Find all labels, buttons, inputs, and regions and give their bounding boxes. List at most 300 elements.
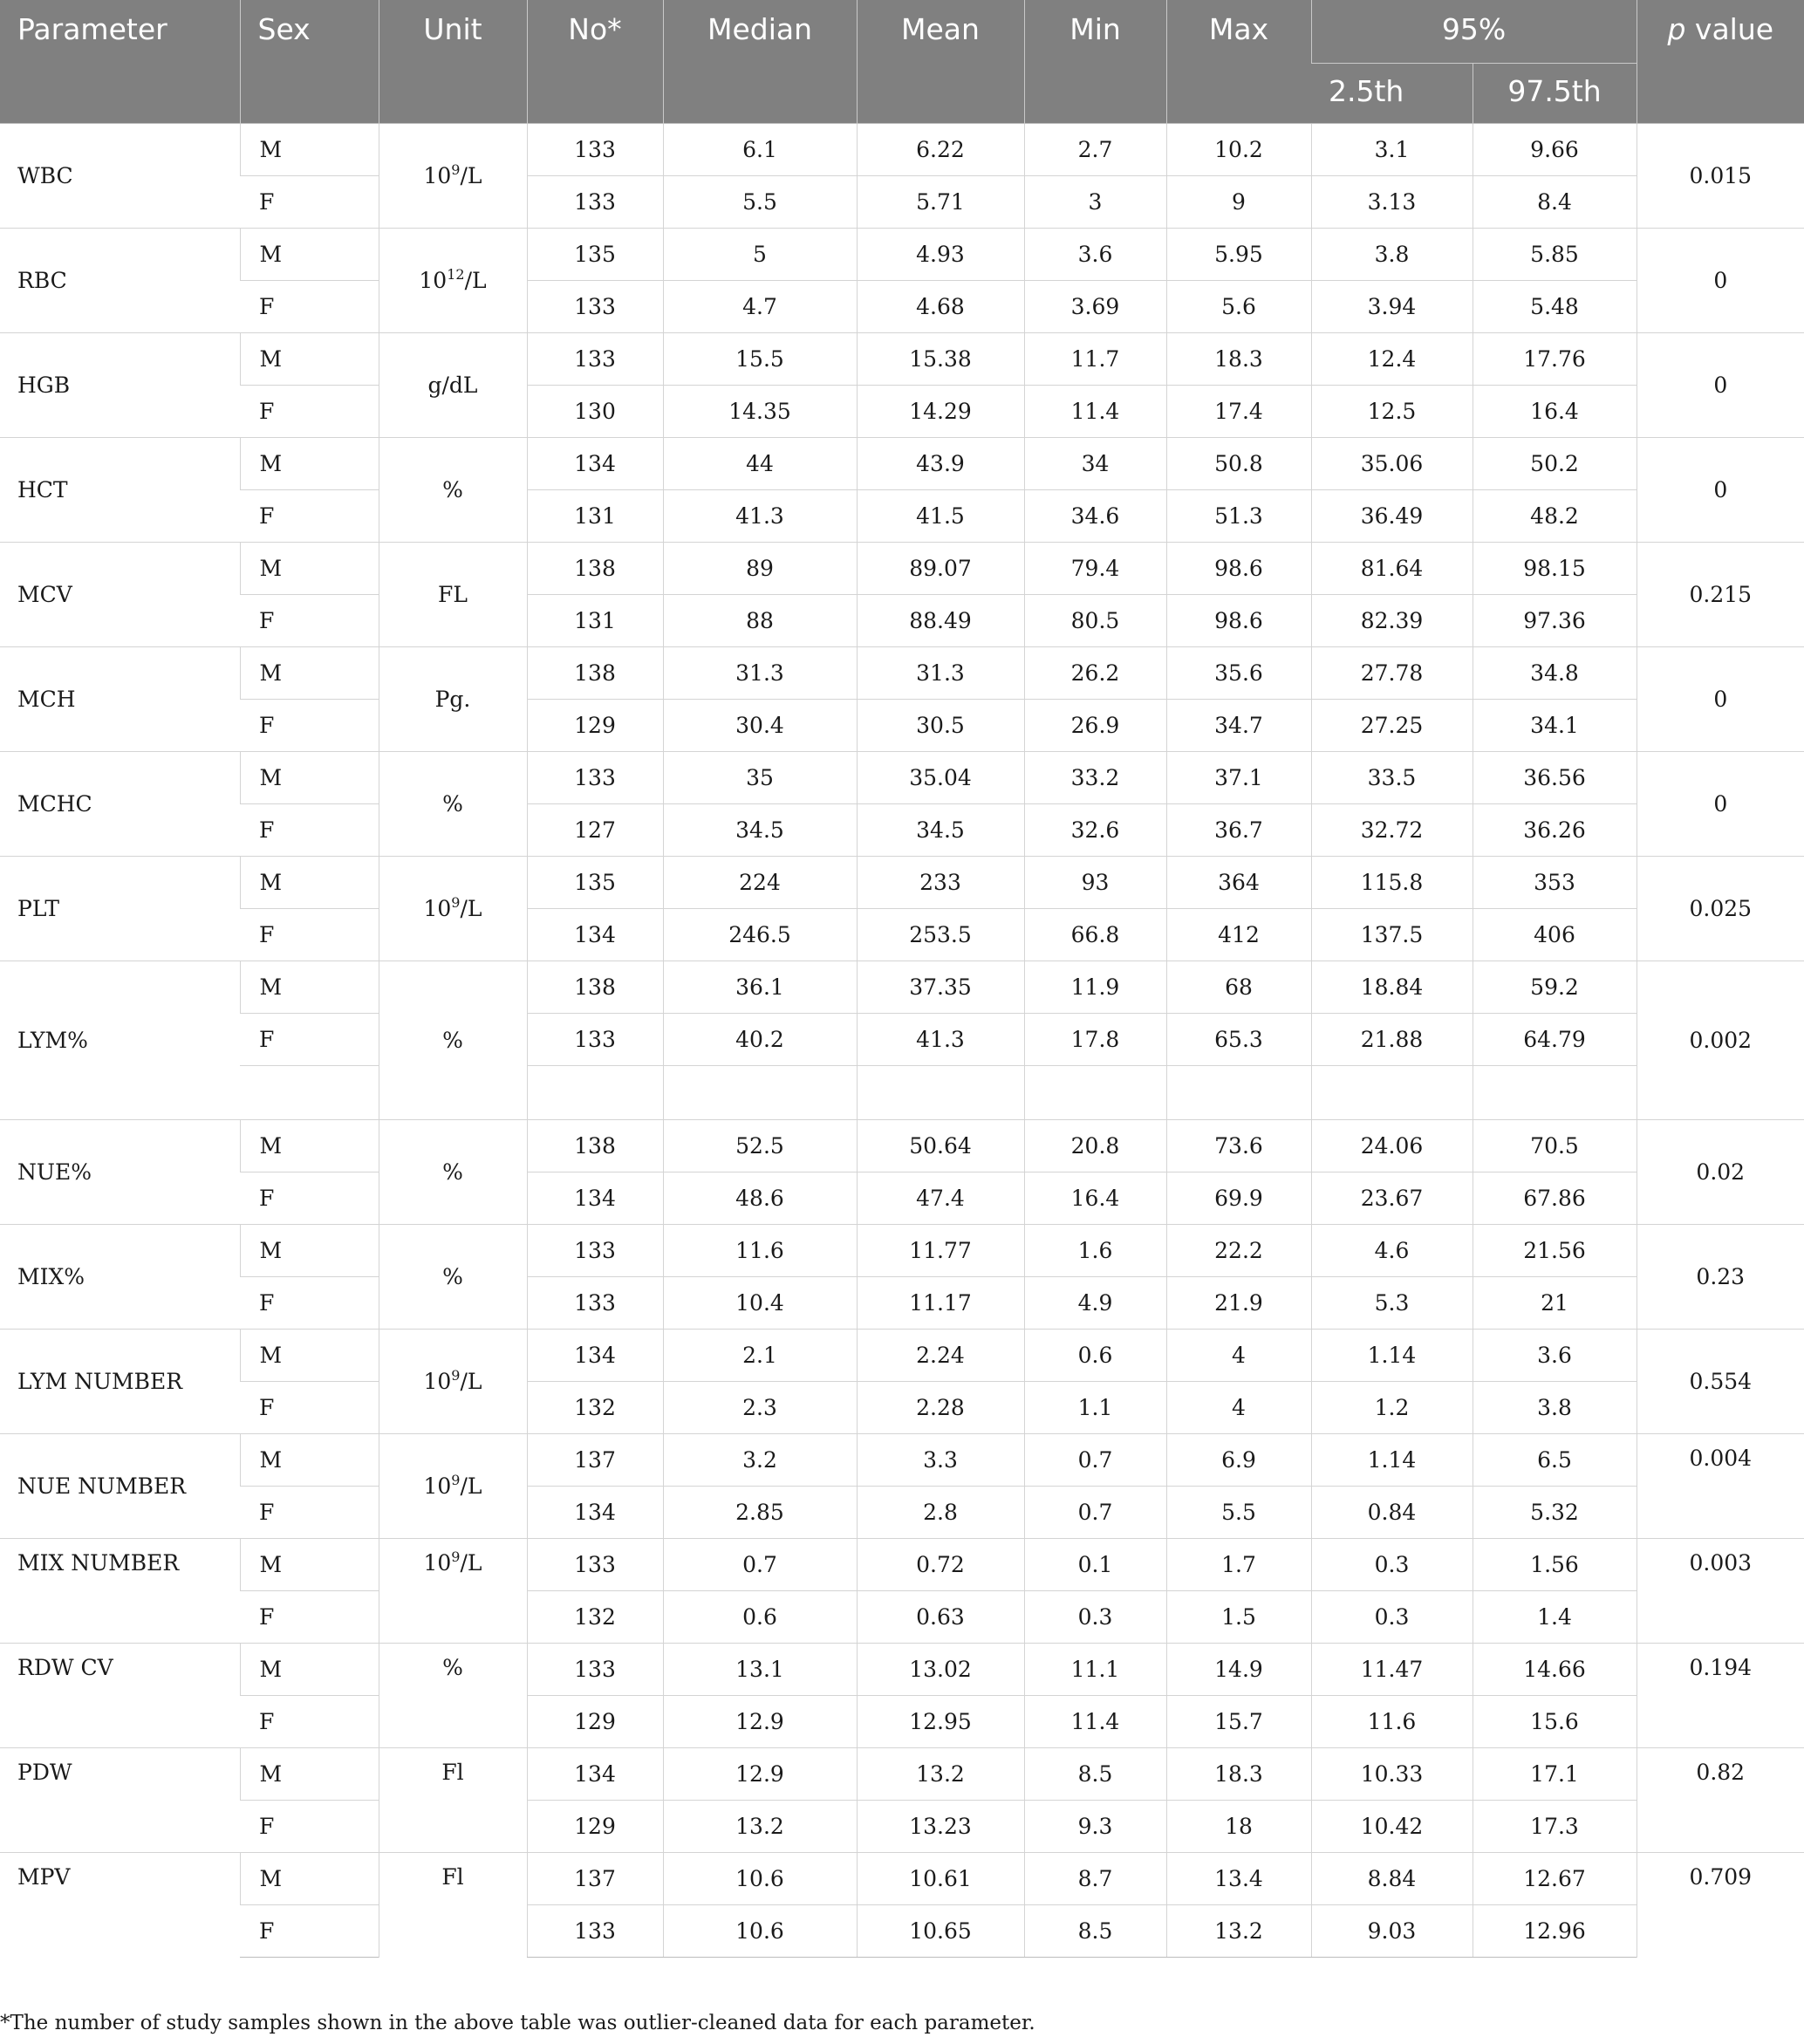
p25-cell: 1.14 bbox=[1311, 1329, 1473, 1381]
unit-tail: /L bbox=[460, 1549, 482, 1576]
unit-base: Fl bbox=[441, 1759, 464, 1785]
sex-cell: F bbox=[240, 594, 379, 646]
p975-cell: 59.2 bbox=[1473, 960, 1637, 1013]
max-cell: 6.9 bbox=[1166, 1433, 1311, 1486]
max-cell: 98.6 bbox=[1166, 542, 1311, 594]
mean-cell: 41.5 bbox=[857, 489, 1024, 542]
header-2-5th: 2.5th bbox=[1311, 63, 1473, 123]
no-cell: 133 bbox=[527, 1224, 663, 1276]
table-row bbox=[0, 228, 1804, 280]
unit-cell bbox=[379, 960, 527, 1119]
unit-tail: /L bbox=[460, 1368, 482, 1394]
p975-cell: 3.6 bbox=[1473, 1329, 1637, 1381]
mean-cell: 5.71 bbox=[857, 175, 1024, 228]
table-row bbox=[0, 1852, 1804, 1904]
mean-cell: 3.3 bbox=[857, 1433, 1024, 1486]
sex-cell: M bbox=[240, 1643, 379, 1695]
mean-cell: 14.29 bbox=[857, 385, 1024, 437]
median-cell: 0.7 bbox=[663, 1538, 857, 1590]
median-cell: 4.7 bbox=[663, 280, 857, 332]
parameter-cell: RBC bbox=[0, 228, 240, 332]
mean-cell: 35.04 bbox=[857, 751, 1024, 803]
median-cell: 11.6 bbox=[663, 1224, 857, 1276]
unit-tail: /L bbox=[460, 1473, 482, 1499]
p25-cell: 8.84 bbox=[1311, 1852, 1473, 1904]
no-cell: 133 bbox=[527, 1538, 663, 1590]
p975-cell: 6.5 bbox=[1473, 1433, 1637, 1486]
unit-base: Pg. bbox=[434, 686, 471, 712]
median-cell: 30.4 bbox=[663, 699, 857, 751]
unit-base: % bbox=[442, 790, 463, 817]
table-row bbox=[0, 1747, 1804, 1800]
p975-cell: 16.4 bbox=[1473, 385, 1637, 437]
table-row bbox=[0, 175, 1804, 228]
median-cell: 15.5 bbox=[663, 332, 857, 385]
sex-cell: M bbox=[240, 1119, 379, 1172]
parameter-cell: MCH bbox=[0, 646, 240, 751]
parameter-cell: LYM NUMBER bbox=[0, 1329, 240, 1433]
p975-cell: 5.85 bbox=[1473, 228, 1637, 280]
no-cell: 134 bbox=[527, 1486, 663, 1538]
no-cell: 133 bbox=[527, 123, 663, 175]
p975-cell: 5.32 bbox=[1473, 1486, 1637, 1538]
parameter-cell: NUE NUMBER bbox=[0, 1433, 240, 1538]
p25-cell: 33.5 bbox=[1311, 751, 1473, 803]
unit-exponent: 9 bbox=[451, 1548, 461, 1565]
p-value-cell: 0.554 bbox=[1637, 1329, 1804, 1433]
table-row bbox=[0, 1643, 1804, 1695]
p25-cell: 32.72 bbox=[1311, 803, 1473, 856]
unit-exponent: 9 bbox=[451, 161, 461, 178]
table-row bbox=[0, 908, 1804, 960]
max-cell: 13.4 bbox=[1166, 1852, 1311, 1904]
unit-cell bbox=[379, 751, 527, 856]
sex-cell: M bbox=[240, 646, 379, 699]
no-cell: 133 bbox=[527, 1013, 663, 1065]
no-cell: 129 bbox=[527, 1800, 663, 1852]
sex-cell: M bbox=[240, 1433, 379, 1486]
max-cell: 36.7 bbox=[1166, 803, 1311, 856]
p975-cell: 34.1 bbox=[1473, 699, 1637, 751]
unit-cell bbox=[379, 123, 527, 228]
max-cell: 5.5 bbox=[1166, 1486, 1311, 1538]
mean-cell: 11.17 bbox=[857, 1276, 1024, 1329]
unit-base: 10 bbox=[423, 1473, 452, 1499]
p-value-cell: 0.02 bbox=[1637, 1119, 1804, 1224]
unit-base: 10 bbox=[423, 1549, 452, 1576]
max-cell: 21.9 bbox=[1166, 1276, 1311, 1329]
sex-cell: F bbox=[240, 280, 379, 332]
sex-cell: F bbox=[240, 1590, 379, 1643]
mean-cell: 30.5 bbox=[857, 699, 1024, 751]
mean-cell: 31.3 bbox=[857, 646, 1024, 699]
p-value-cell: 0.003 bbox=[1637, 1538, 1804, 1643]
p975-cell: 5.48 bbox=[1473, 280, 1637, 332]
no-cell: 129 bbox=[527, 699, 663, 751]
sex-cell: M bbox=[240, 332, 379, 385]
parameter-cell: MIX% bbox=[0, 1224, 240, 1329]
mean-cell: 0.63 bbox=[857, 1590, 1024, 1643]
mean-cell: 13.23 bbox=[857, 1800, 1024, 1852]
max-cell: 65.3 bbox=[1166, 1013, 1311, 1065]
p975-cell: 353 bbox=[1473, 856, 1637, 908]
unit-base: FL bbox=[438, 581, 468, 607]
mean-cell: 4.93 bbox=[857, 228, 1024, 280]
max-cell: 4 bbox=[1166, 1381, 1311, 1433]
sex-cell: M bbox=[240, 542, 379, 594]
unit-cell bbox=[379, 1643, 527, 1747]
max-cell: 412 bbox=[1166, 908, 1311, 960]
p975-cell: 64.79 bbox=[1473, 1013, 1637, 1065]
unit-base: 10 bbox=[423, 895, 452, 921]
median-cell: 246.5 bbox=[663, 908, 857, 960]
median-cell: 36.1 bbox=[663, 960, 857, 1013]
p975-cell: 406 bbox=[1473, 908, 1637, 960]
p-value-cell: 0 bbox=[1637, 332, 1804, 437]
min-cell: 3.6 bbox=[1024, 228, 1166, 280]
max-cell: 17.4 bbox=[1166, 385, 1311, 437]
median-cell: 10.6 bbox=[663, 1852, 857, 1904]
p25-cell: 23.67 bbox=[1311, 1172, 1473, 1224]
table-row bbox=[0, 1800, 1804, 1852]
sex-cell: F bbox=[240, 1276, 379, 1329]
unit-tail: /L bbox=[464, 267, 487, 293]
mean-cell: 6.22 bbox=[857, 123, 1024, 175]
median-cell: 52.5 bbox=[663, 1119, 857, 1172]
p975-cell: 97.36 bbox=[1473, 594, 1637, 646]
min-cell: 79.4 bbox=[1024, 542, 1166, 594]
unit-exponent: 12 bbox=[447, 265, 465, 283]
min-cell: 0.1 bbox=[1024, 1538, 1166, 1590]
mean-cell: 13.2 bbox=[857, 1747, 1024, 1800]
unit-base: % bbox=[442, 1263, 463, 1289]
p975-cell: 14.66 bbox=[1473, 1643, 1637, 1695]
max-cell: 1.7 bbox=[1166, 1538, 1311, 1590]
min-cell: 26.9 bbox=[1024, 699, 1166, 751]
p975-cell: 67.86 bbox=[1473, 1172, 1637, 1224]
min-cell: 11.4 bbox=[1024, 385, 1166, 437]
no-cell: 133 bbox=[527, 751, 663, 803]
unit-cell bbox=[379, 856, 527, 960]
table-row bbox=[0, 489, 1804, 542]
header-unit: Unit bbox=[379, 0, 527, 123]
max-cell: 18 bbox=[1166, 1800, 1311, 1852]
parameter-cell: MIX NUMBER bbox=[0, 1538, 240, 1643]
unit-cell bbox=[379, 1329, 527, 1433]
p25-cell: 82.39 bbox=[1311, 594, 1473, 646]
parameter-cell: WBC bbox=[0, 123, 240, 228]
median-cell: 2.85 bbox=[663, 1486, 857, 1538]
unit-base: % bbox=[442, 476, 463, 502]
p25-cell: 3.8 bbox=[1311, 228, 1473, 280]
mean-cell: 34.5 bbox=[857, 803, 1024, 856]
no-cell: 134 bbox=[527, 1329, 663, 1381]
unit-cell bbox=[379, 1224, 527, 1329]
table-row bbox=[0, 1224, 1804, 1276]
p25-cell: 12.4 bbox=[1311, 332, 1473, 385]
empty-row bbox=[0, 1065, 1804, 1119]
table-row bbox=[0, 385, 1804, 437]
p25-cell: 10.42 bbox=[1311, 1800, 1473, 1852]
parameter-cell: HCT bbox=[0, 437, 240, 542]
p975-cell: 17.1 bbox=[1473, 1747, 1637, 1800]
empty-cell bbox=[1311, 1065, 1473, 1119]
no-cell: 133 bbox=[527, 1643, 663, 1695]
no-cell: 137 bbox=[527, 1433, 663, 1486]
max-cell: 50.8 bbox=[1166, 437, 1311, 489]
min-cell: 16.4 bbox=[1024, 1172, 1166, 1224]
header-no: No* bbox=[527, 0, 663, 123]
unit-base: 10 bbox=[419, 267, 448, 293]
sex-cell: F bbox=[240, 1800, 379, 1852]
median-cell: 6.1 bbox=[663, 123, 857, 175]
median-cell: 5 bbox=[663, 228, 857, 280]
sex-cell: M bbox=[240, 960, 379, 1013]
p25-cell: 36.49 bbox=[1311, 489, 1473, 542]
max-cell: 51.3 bbox=[1166, 489, 1311, 542]
median-cell: 41.3 bbox=[663, 489, 857, 542]
mean-cell: 12.95 bbox=[857, 1695, 1024, 1747]
min-cell: 11.9 bbox=[1024, 960, 1166, 1013]
table-row bbox=[0, 803, 1804, 856]
header-p-value-word: value bbox=[1685, 12, 1774, 46]
p-value-cell: 0 bbox=[1637, 437, 1804, 542]
median-cell: 12.9 bbox=[663, 1695, 857, 1747]
unit-cell bbox=[379, 1433, 527, 1538]
p25-cell: 12.5 bbox=[1311, 385, 1473, 437]
parameter-cell: LYM% bbox=[0, 960, 240, 1119]
min-cell: 17.8 bbox=[1024, 1013, 1166, 1065]
p-value-cell: 0.709 bbox=[1637, 1852, 1804, 1957]
p25-cell: 27.25 bbox=[1311, 699, 1473, 751]
median-cell: 12.9 bbox=[663, 1747, 857, 1800]
no-cell: 135 bbox=[527, 228, 663, 280]
table-row bbox=[0, 960, 1804, 1013]
sex-cell: M bbox=[240, 856, 379, 908]
table-body bbox=[0, 123, 1804, 1957]
header-sex: Sex bbox=[240, 0, 379, 123]
p975-cell: 17.76 bbox=[1473, 332, 1637, 385]
median-cell: 48.6 bbox=[663, 1172, 857, 1224]
unit-base: % bbox=[442, 1027, 463, 1053]
p975-cell: 1.56 bbox=[1473, 1538, 1637, 1590]
table-row bbox=[0, 1486, 1804, 1538]
min-cell: 80.5 bbox=[1024, 594, 1166, 646]
table-row bbox=[0, 1538, 1804, 1590]
sex-cell: M bbox=[240, 1852, 379, 1904]
max-cell: 1.5 bbox=[1166, 1590, 1311, 1643]
p25-cell: 0.3 bbox=[1311, 1590, 1473, 1643]
p25-cell: 4.6 bbox=[1311, 1224, 1473, 1276]
parameter-cell: NUE% bbox=[0, 1119, 240, 1224]
min-cell: 0.6 bbox=[1024, 1329, 1166, 1381]
p-value-cell: 0.015 bbox=[1637, 123, 1804, 228]
max-cell: 10.2 bbox=[1166, 123, 1311, 175]
table-row bbox=[0, 542, 1804, 594]
p-value-cell: 0.194 bbox=[1637, 1643, 1804, 1747]
sex-cell: F bbox=[240, 908, 379, 960]
min-cell: 26.2 bbox=[1024, 646, 1166, 699]
sex-cell: F bbox=[240, 1381, 379, 1433]
parameter-cell: PDW bbox=[0, 1747, 240, 1852]
p25-cell: 35.06 bbox=[1311, 437, 1473, 489]
median-cell: 2.3 bbox=[663, 1381, 857, 1433]
empty-cell bbox=[240, 1065, 379, 1119]
mean-cell: 47.4 bbox=[857, 1172, 1024, 1224]
min-cell: 32.6 bbox=[1024, 803, 1166, 856]
sex-cell: M bbox=[240, 228, 379, 280]
mean-cell: 10.61 bbox=[857, 1852, 1024, 1904]
table-row bbox=[0, 1695, 1804, 1747]
table-row bbox=[0, 1172, 1804, 1224]
p25-cell: 0.84 bbox=[1311, 1486, 1473, 1538]
no-cell: 129 bbox=[527, 1695, 663, 1747]
min-cell: 1.1 bbox=[1024, 1381, 1166, 1433]
no-cell: 133 bbox=[527, 1904, 663, 1957]
no-cell: 132 bbox=[527, 1381, 663, 1433]
min-cell: 34 bbox=[1024, 437, 1166, 489]
median-cell: 13.1 bbox=[663, 1643, 857, 1695]
empty-cell bbox=[663, 1065, 857, 1119]
header-p-value bbox=[1637, 0, 1804, 123]
no-cell: 133 bbox=[527, 332, 663, 385]
unit-cell bbox=[379, 1538, 527, 1643]
min-cell: 33.2 bbox=[1024, 751, 1166, 803]
min-cell: 0.3 bbox=[1024, 1590, 1166, 1643]
p-value-cell: 0.002 bbox=[1637, 960, 1804, 1119]
mean-cell: 37.35 bbox=[857, 960, 1024, 1013]
max-cell: 98.6 bbox=[1166, 594, 1311, 646]
max-cell: 35.6 bbox=[1166, 646, 1311, 699]
p975-cell: 50.2 bbox=[1473, 437, 1637, 489]
sex-cell: F bbox=[240, 699, 379, 751]
unit-exponent: 9 bbox=[451, 893, 461, 911]
max-cell: 5.6 bbox=[1166, 280, 1311, 332]
no-cell: 127 bbox=[527, 803, 663, 856]
empty-cell bbox=[857, 1065, 1024, 1119]
p25-cell: 27.78 bbox=[1311, 646, 1473, 699]
min-cell: 11.4 bbox=[1024, 1695, 1166, 1747]
unit-base: 10 bbox=[423, 162, 452, 188]
header-97-5th: 97.5th bbox=[1473, 63, 1637, 123]
no-cell: 138 bbox=[527, 646, 663, 699]
header-mean: Mean bbox=[857, 0, 1024, 123]
unit-cell bbox=[379, 1747, 527, 1852]
p25-cell: 18.84 bbox=[1311, 960, 1473, 1013]
table-row bbox=[0, 1329, 1804, 1381]
header-min: Min bbox=[1024, 0, 1166, 123]
unit-cell bbox=[379, 332, 527, 437]
no-cell: 132 bbox=[527, 1590, 663, 1643]
p-value-cell: 0.215 bbox=[1637, 542, 1804, 646]
min-cell: 20.8 bbox=[1024, 1119, 1166, 1172]
no-cell: 138 bbox=[527, 960, 663, 1013]
median-cell: 88 bbox=[663, 594, 857, 646]
p25-cell: 9.03 bbox=[1311, 1904, 1473, 1957]
max-cell: 9 bbox=[1166, 175, 1311, 228]
p975-cell: 8.4 bbox=[1473, 175, 1637, 228]
parameter-cell: MCV bbox=[0, 542, 240, 646]
median-cell: 10.4 bbox=[663, 1276, 857, 1329]
sex-cell: F bbox=[240, 385, 379, 437]
median-cell: 14.35 bbox=[663, 385, 857, 437]
min-cell: 11.7 bbox=[1024, 332, 1166, 385]
empty-cell bbox=[1473, 1065, 1637, 1119]
p975-cell: 70.5 bbox=[1473, 1119, 1637, 1172]
p975-cell: 36.56 bbox=[1473, 751, 1637, 803]
sex-cell: M bbox=[240, 123, 379, 175]
median-cell: 10.6 bbox=[663, 1904, 857, 1957]
no-cell: 131 bbox=[527, 489, 663, 542]
table-row bbox=[0, 1590, 1804, 1643]
max-cell: 37.1 bbox=[1166, 751, 1311, 803]
p25-cell: 115.8 bbox=[1311, 856, 1473, 908]
table-row bbox=[0, 437, 1804, 489]
median-cell: 0.6 bbox=[663, 1590, 857, 1643]
p975-cell: 12.67 bbox=[1473, 1852, 1637, 1904]
sex-cell: M bbox=[240, 751, 379, 803]
max-cell: 69.9 bbox=[1166, 1172, 1311, 1224]
max-cell: 13.2 bbox=[1166, 1904, 1311, 1957]
no-cell: 133 bbox=[527, 175, 663, 228]
p975-cell: 17.3 bbox=[1473, 1800, 1637, 1852]
mean-cell: 233 bbox=[857, 856, 1024, 908]
table-footnote: *The number of study samples shown in the above table was outlier-cleaned data for each parameter. bbox=[0, 2012, 1035, 2034]
mean-cell: 0.72 bbox=[857, 1538, 1024, 1590]
sex-cell: F bbox=[240, 1172, 379, 1224]
unit-tail: /L bbox=[460, 162, 482, 188]
median-cell: 89 bbox=[663, 542, 857, 594]
p975-cell: 1.4 bbox=[1473, 1590, 1637, 1643]
unit-base: % bbox=[442, 1159, 463, 1185]
p25-cell: 10.33 bbox=[1311, 1747, 1473, 1800]
no-cell: 130 bbox=[527, 385, 663, 437]
parameter-cell: MPV bbox=[0, 1852, 240, 1957]
table-row bbox=[0, 856, 1804, 908]
min-cell: 11.1 bbox=[1024, 1643, 1166, 1695]
unit-base: g/dL bbox=[427, 372, 478, 398]
no-cell: 135 bbox=[527, 856, 663, 908]
min-cell: 3 bbox=[1024, 175, 1166, 228]
mean-cell: 88.49 bbox=[857, 594, 1024, 646]
no-cell: 134 bbox=[527, 1172, 663, 1224]
median-cell: 2.1 bbox=[663, 1329, 857, 1381]
mean-cell: 13.02 bbox=[857, 1643, 1024, 1695]
mean-cell: 41.3 bbox=[857, 1013, 1024, 1065]
table-header bbox=[0, 0, 1804, 123]
header-median: Median bbox=[663, 0, 857, 123]
median-cell: 35 bbox=[663, 751, 857, 803]
table-row bbox=[0, 751, 1804, 803]
table-row bbox=[0, 646, 1804, 699]
p25-cell: 5.3 bbox=[1311, 1276, 1473, 1329]
p25-cell: 11.6 bbox=[1311, 1695, 1473, 1747]
p975-cell: 15.6 bbox=[1473, 1695, 1637, 1747]
sex-cell: M bbox=[240, 1747, 379, 1800]
median-cell: 224 bbox=[663, 856, 857, 908]
median-cell: 31.3 bbox=[663, 646, 857, 699]
sex-cell: F bbox=[240, 1695, 379, 1747]
median-cell: 44 bbox=[663, 437, 857, 489]
mean-cell: 15.38 bbox=[857, 332, 1024, 385]
min-cell: 1.6 bbox=[1024, 1224, 1166, 1276]
sex-cell: F bbox=[240, 1904, 379, 1957]
table-row bbox=[0, 1013, 1804, 1065]
parameter-cell: RDW CV bbox=[0, 1643, 240, 1747]
p975-cell: 34.8 bbox=[1473, 646, 1637, 699]
p975-cell: 21.56 bbox=[1473, 1224, 1637, 1276]
mean-cell: 2.8 bbox=[857, 1486, 1024, 1538]
